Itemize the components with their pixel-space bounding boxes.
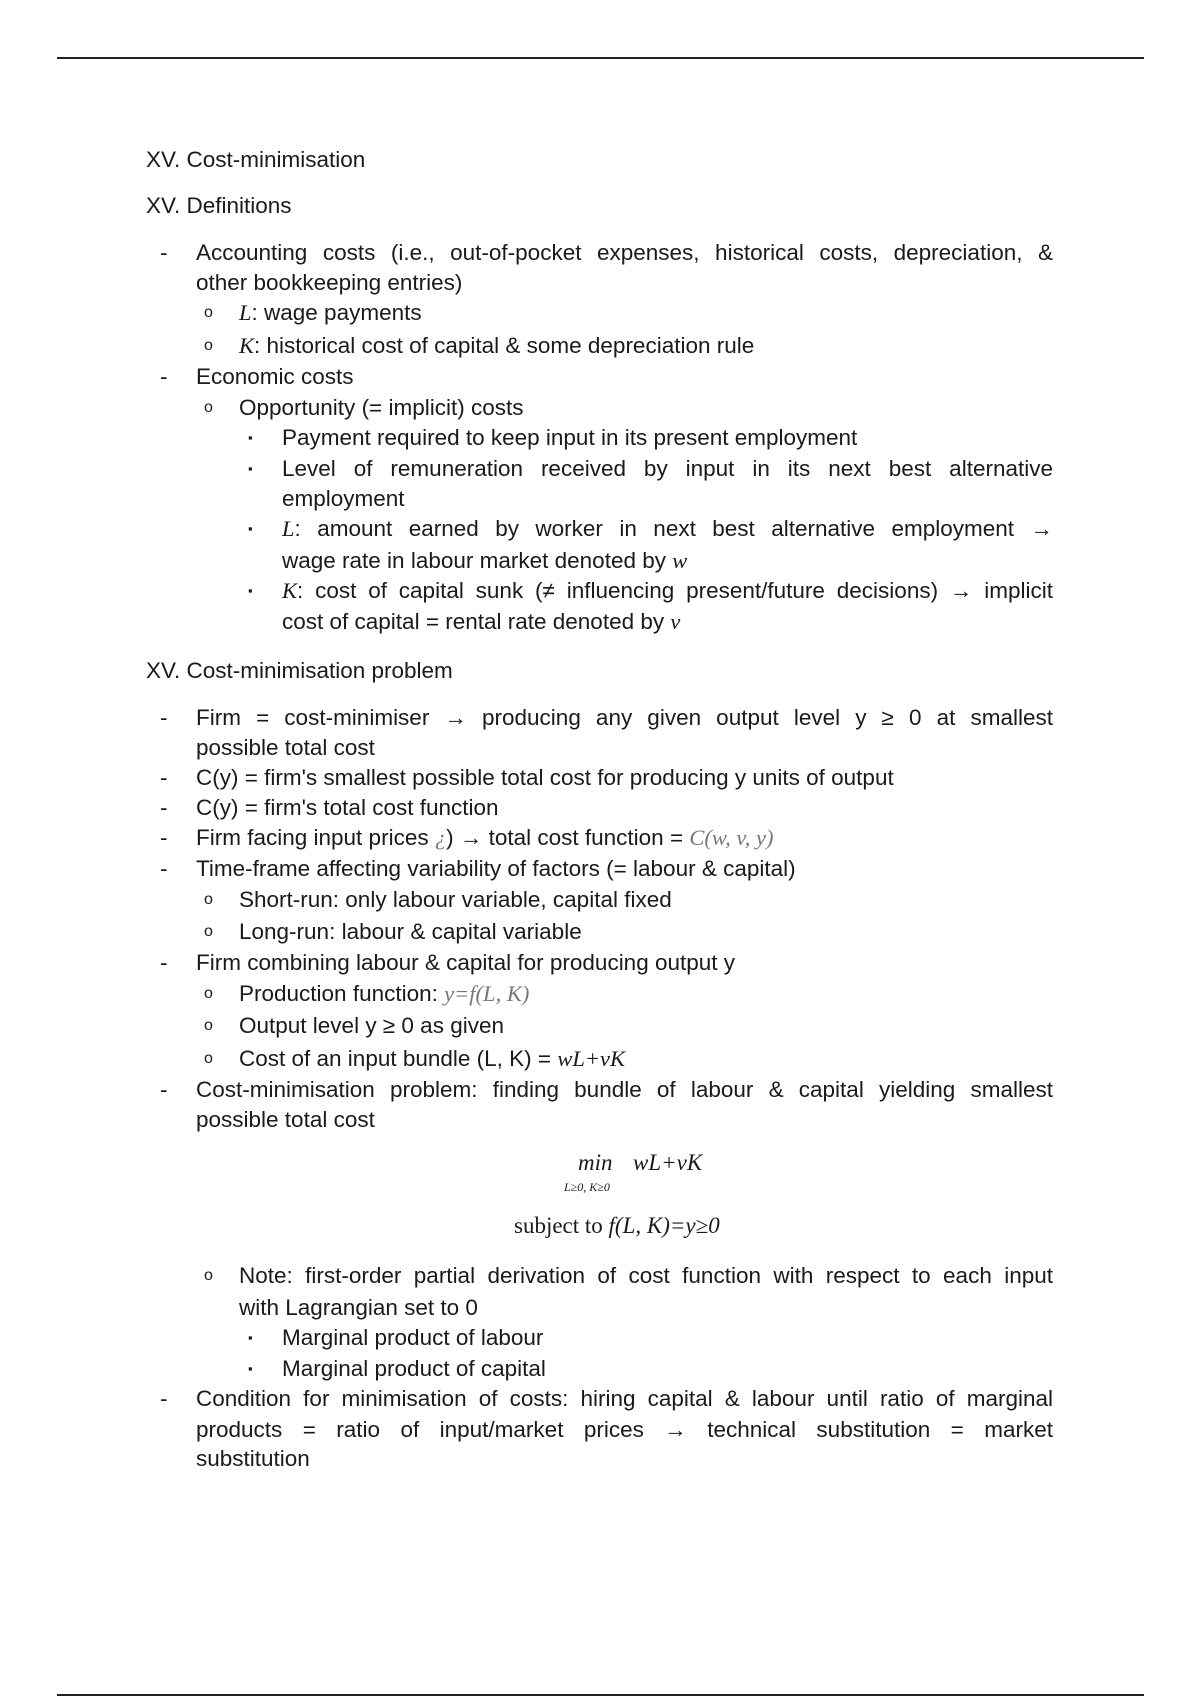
bottom-rule [57,1694,1144,1696]
remuneration-line2: employment [282,486,405,511]
capital-symbol: K [282,578,298,603]
definitions-heading: XV. Definitions [146,193,292,218]
labour-opportunity-text: : amount earned by worker in next best alternative employment → [294,516,1053,541]
equation-subscript: L≥0, K≥0 [564,1180,610,1194]
production-formula: y=f(L, K) [444,981,530,1006]
circle-bullet: o [204,337,213,354]
short-run: Short-run: only labour variable, capital fixed [239,887,672,912]
input-bundle-cost [239,1045,1053,1073]
long-run: Long-run: labour & capital variable [239,919,582,944]
square-bullet: ▪ [248,1361,253,1376]
accounting-capital-item [239,332,1053,360]
capital-opportunity-text: : cost of capital sunk (≠ influencing present/future decisions) → implicit [297,578,1053,603]
top-rule [57,57,1144,59]
equation-min: min [578,1150,613,1175]
circle-bullet: o [204,1017,213,1034]
section-title: XV. Cost-minimisation [146,147,366,172]
time-frame: Time-frame affecting variability of factors (= labour & capital) [196,856,796,881]
economic-costs: Economic costs [196,364,354,389]
dash-bullet: - [160,765,168,790]
total-cost-formula: C(w, v, y) [689,825,774,850]
capital-opportunity-line2 [282,608,1053,636]
dash-bullet: - [160,1386,168,1411]
capital-symbol: K [239,333,255,358]
dash-bullet: - [160,825,168,850]
circle-bullet: o [204,985,213,1002]
dash-bullet: - [160,1077,168,1102]
circle-bullet: o [204,399,213,416]
input-prices-line [196,824,1053,852]
accounting-labour-item [239,299,1053,327]
dash-bullet: - [160,364,168,389]
square-bullet: ▪ [248,461,253,476]
condition-line1: Condition for minimisation of costs: hiring capital & labour until ratio of marginal [196,1386,1053,1411]
cy-total-cost-function: C(y) = firm's total cost function [196,795,499,820]
input-prices-text: Firm facing input prices [196,825,435,850]
labour-opportunity-line2 [282,547,1053,575]
production-function-text: Production function: [239,981,445,1006]
accounting-labour-text: : wage payments [251,300,422,325]
marginal-product-capital: Marginal product of capital [282,1356,546,1381]
payment-required: Payment required to keep input in its present employment [282,425,858,450]
remuneration-line1: Level of remuneration received by input in its next best alternative [282,456,1053,481]
dash-bullet: - [160,856,168,881]
circle-bullet: o [204,891,213,908]
problem-heading: XV. Cost-minimisation problem [146,658,453,683]
square-bullet: ▪ [248,521,253,536]
firm-combining: Firm combining labour & capital for producing output y [196,950,736,975]
accounting-capital-text: : historical cost of capital & some depreciation rule [254,333,755,358]
garbled-glyph: ¿ [434,825,447,850]
marginal-product-labour: Marginal product of labour [282,1325,544,1350]
dash-bullet: - [160,240,168,265]
capital-opportunity-line1 [282,577,1053,605]
output-level: Output level y ≥ 0 as given [239,1013,504,1038]
equation-constraint-line [514,1213,720,1239]
dash-bullet: - [160,705,168,730]
circle-bullet: o [204,304,213,321]
condition-line3: substitution [196,1446,310,1471]
opportunity-costs: Opportunity (= implicit) costs [239,395,524,420]
cmp-line1: Cost-minimisation problem: finding bundle of labour & capital yielding smallest [196,1077,1053,1102]
square-bullet: ▪ [248,430,253,445]
dash-bullet: - [160,950,168,975]
cy-smallest-cost: C(y) = firm's smallest possible total cost for producing y units of output [196,765,894,790]
note-line2: with Lagrangian set to 0 [239,1295,478,1320]
wage-rate-text: wage rate in labour market denoted by [282,548,673,573]
labour-symbol: L [239,300,252,325]
firm-cost-minimiser-line1: Firm = cost-minimiser → producing any given output level y ≥ 0 at smallest [196,705,1053,730]
firm-cost-minimiser-line2: possible total cost [196,735,375,760]
rental-rate-text: cost of capital = rental rate denoted by [282,609,671,634]
note-line1: Note: first-order partial derivation of cost function with respect to each input [239,1263,1053,1288]
circle-bullet: o [204,923,213,940]
accounting-costs-line2: other bookkeeping entries) [196,270,463,295]
rental-symbol: v [670,609,681,634]
input-prices-text-2: ) → total cost function = [446,825,690,850]
circle-bullet: o [204,1267,213,1284]
dash-bullet: - [160,795,168,820]
condition-line2: products = ratio of input/market prices → technical substitution = market [196,1417,1053,1442]
input-bundle-text: Cost of an input bundle (L, K) = [239,1046,558,1071]
square-bullet: ▪ [248,1330,253,1345]
square-bullet: ▪ [248,583,253,598]
constraint-formula: f(L, K)=y≥0 [608,1213,720,1238]
cmp-line2: possible total cost [196,1107,375,1132]
bundle-formula: wL+vK [557,1046,626,1071]
labour-opportunity-line1 [282,515,1053,543]
labour-symbol: L [282,516,295,541]
accounting-costs-line1: Accounting costs (i.e., out-of-pocket expenses, historical costs, depreciation, & [196,240,1053,265]
wage-symbol: w [672,548,688,573]
production-function [239,980,1053,1008]
subject-to-text: subject to [514,1213,609,1238]
circle-bullet: o [204,1050,213,1067]
equation-objective: wL+vK [633,1150,703,1175]
